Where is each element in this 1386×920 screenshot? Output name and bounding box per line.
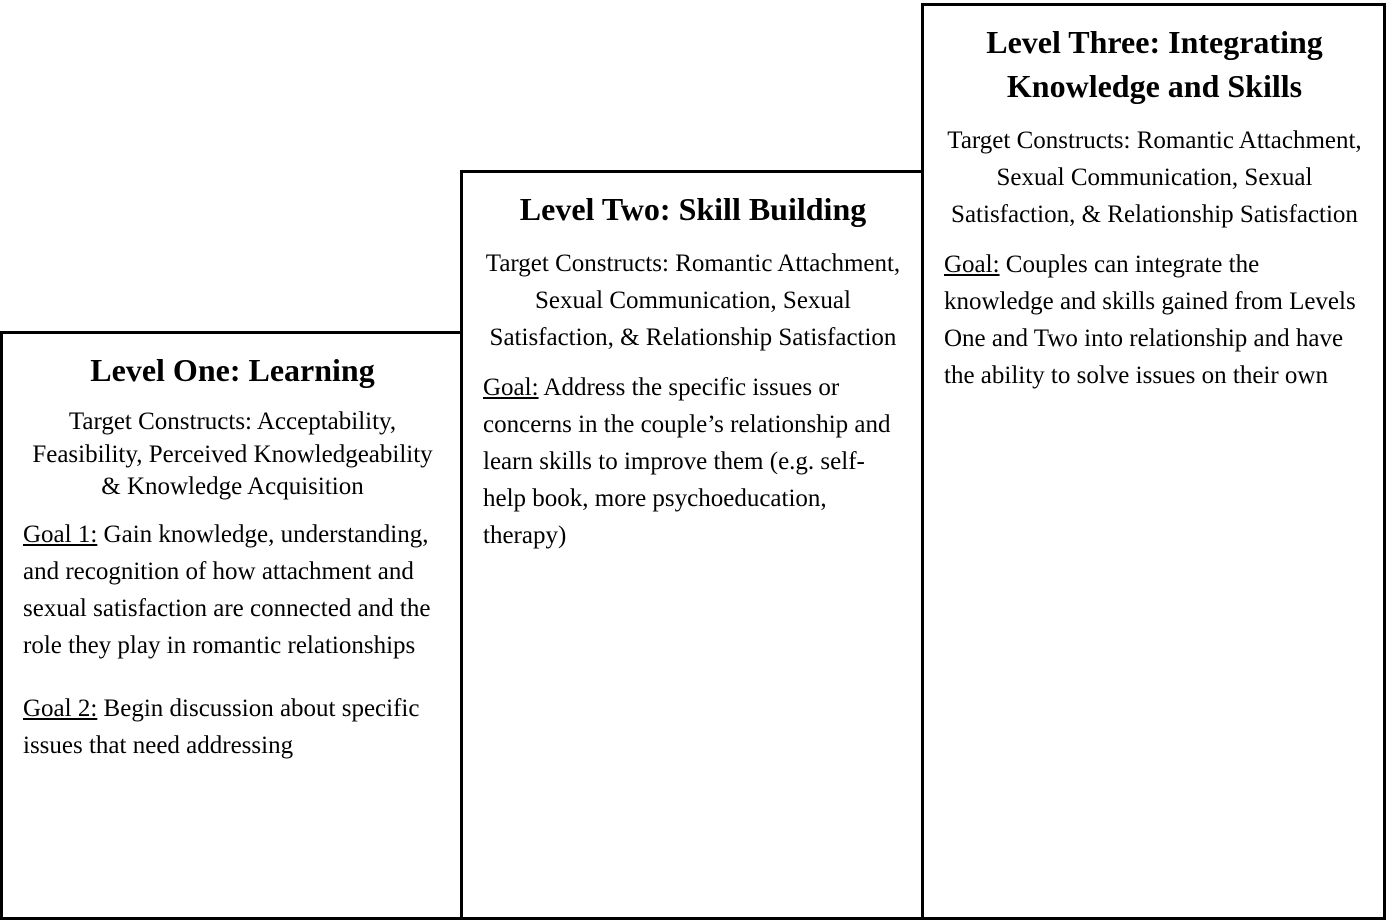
goal-2-text: Begin discussion about specific issues that need addressing bbox=[23, 694, 420, 759]
level-two-goal-text: Address the specific issues or concerns in the couple’s relationship and learn skills to improve them (e.g. self-help book, more psychoeducation, therapy) bbox=[483, 374, 891, 549]
level-one-box bbox=[0, 331, 463, 920]
level-two-box bbox=[460, 170, 924, 920]
goal-1-text: Gain knowledge, understanding, and recognition of how attachment and sexual satisfaction are connected and the role they play in romantic relationships bbox=[23, 520, 431, 659]
level-one-target-constructs: Target Constructs: Acceptability, Feasibility, Perceived Knowledgeability & Knowledge Acquisition bbox=[32, 408, 433, 500]
level-two-goal-label: Goal: bbox=[483, 374, 539, 401]
level-three-goal-text: Couples can integrate the knowledge and skills gained from Levels One and Two into relationship and have the ability to solve issues on their own bbox=[944, 251, 1356, 389]
level-three-target-constructs: Target Constructs: Romantic Attachment, Sexual Communication, Sexual Satisfaction, & Relationship Satisfaction bbox=[947, 127, 1362, 228]
level-three-goal bbox=[944, 246, 1365, 394]
level-three-title: Level Three: Integrating Knowledge and Skills bbox=[986, 24, 1323, 104]
level-three-box bbox=[921, 3, 1386, 920]
level-one-title: Level One: Learning bbox=[90, 352, 375, 388]
level-two-target-constructs: Target Constructs: Romantic Attachment, Sexual Communication, Sexual Satisfaction, & Relationship Satisfaction bbox=[485, 250, 901, 351]
level-two-goal bbox=[483, 369, 903, 554]
level-one-goal-1 bbox=[23, 516, 442, 664]
level-one-goal-2 bbox=[23, 690, 442, 764]
level-two-title: Level Two: Skill Building bbox=[519, 191, 867, 227]
goal-1-label: Goal 1: bbox=[23, 520, 98, 548]
goal-2-label: Goal 2: bbox=[23, 694, 98, 722]
level-three-goal-label: Goal: bbox=[944, 251, 1000, 278]
